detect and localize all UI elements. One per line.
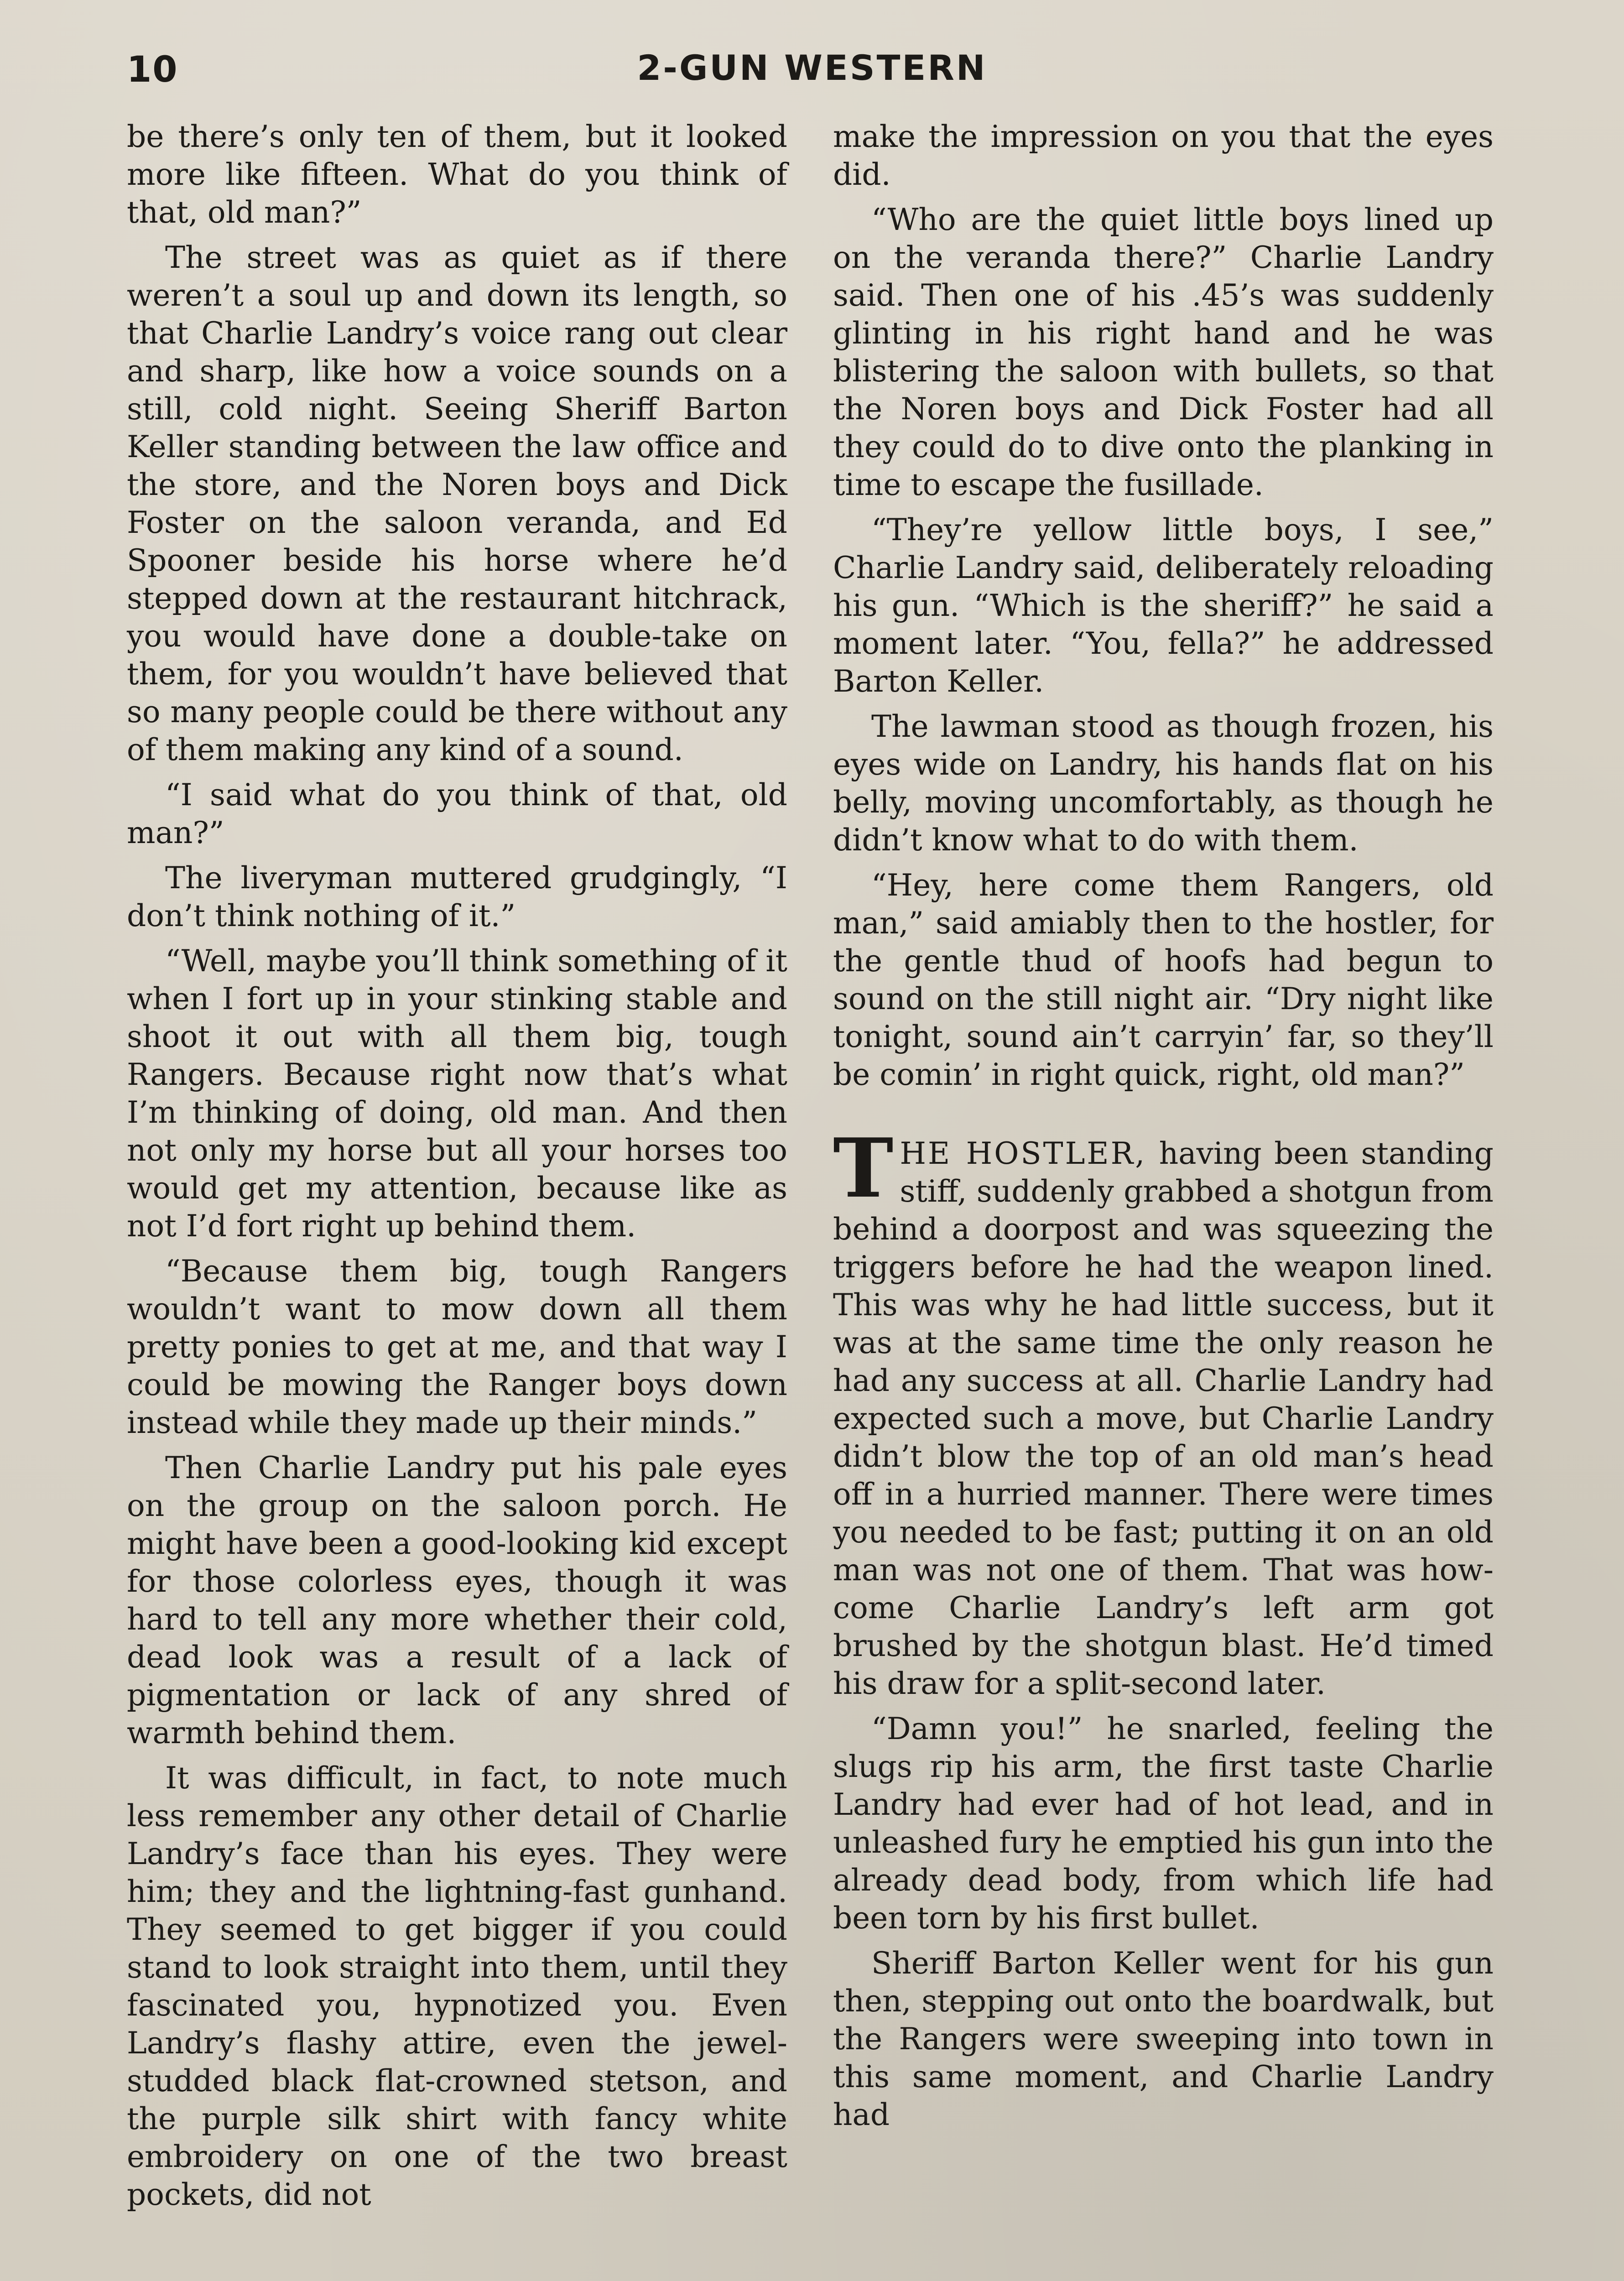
paragraph: be there’s only ten of them, but it looked more like fifteen. What do you think of that, old man?” bbox=[127, 119, 787, 230]
paragraph: “I said what do you think of that, old man?” bbox=[127, 777, 787, 850]
paragraph: Then Charlie Landry put his pale eyes on the group on the saloon porch. He might have been a good-looking kid except for those colorless eyes, though it was hard to tell any more whether their cold, dead look was a result of a lack of pigmentation or lack of any shred of warmth behind them. bbox=[127, 1450, 787, 1750]
page-number: 10 bbox=[127, 49, 178, 90]
section-lead-in: HE HOSTLER, bbox=[900, 1136, 1147, 1171]
paragraph: The lawman stood as though frozen, his eyes wide on Landry, his hands flat on his belly, moving uncomfortably, as though he didn’t know what to do with them. bbox=[833, 709, 1494, 858]
left-text-column bbox=[127, 118, 787, 2221]
drop-cap: T bbox=[833, 1120, 894, 1216]
paragraph: “They’re yellow little boys, I see,” Charlie Landry said, deliberately reloading his gun. “Which is the sheriff?” he said a moment later. “You, fella?” he addressed Barton Keller. bbox=[833, 512, 1494, 699]
paragraph: Sheriff Barton Keller went for his gun then, stepping out onto the boardwalk, but the Rangers were sweeping into town in this same moment, and Charlie Landry had bbox=[833, 1946, 1494, 2132]
paragraph: “Because them big, tough Rangers wouldn’t want to mow down all them pretty ponies to get at me, and that way I could be mowing the Ranger boys down instead while they made up their minds.” bbox=[127, 1254, 787, 1440]
running-head-title: 2-GUN WESTERN bbox=[637, 47, 987, 88]
section-body-text: having been standing stiff, suddenly grabbed a shotgun from behind a doorpost and was squeezing the triggers before he had the weapon lined. This was why he had little success, but it was at the same time the only reason he had any success at all. Charlie Landry had expected such a move, but Charlie Landry didn’t blow the top of an old man’s head off in a hurried manner. There were times you needed to be fast; putting it on an old man was not one of them. That was how-come Charlie Landry’s left arm got brushed by the shotgun blast. He’d timed his draw for a split-second later. bbox=[833, 1136, 1494, 1701]
paragraph: “Damn you!” he snarled, feeling the slugs rip his arm, the first taste Charlie Landry had ever had of hot lead, and in unleashed fury he emptied his gun into the already dead body, from which life had been torn by his first bullet. bbox=[833, 1711, 1494, 1936]
paragraph: make the impression on you that the eyes did. bbox=[833, 119, 1494, 192]
section-break-paragraph bbox=[833, 1120, 1494, 1703]
paragraph: The liveryman muttered grudgingly, “I don’t think nothing of it.” bbox=[127, 860, 787, 933]
paragraph: “Well, maybe you’ll think something of it when I fort up in your stinking stable and shoot it out with all them big, tough Rangers. Because right now that’s what I’m thinking of doing, old man. And then not only my horse but all your horses too would get my attention, because like as not I’d fort right up behind them. bbox=[127, 943, 787, 1244]
paragraph: “Who are the quiet little boys lined up on the veranda there?” Charlie Landry said. Then one of his .45’s was suddenly glinting in his right hand and he was blistering the saloon with bullets, so that the Noren boys and Dick Foster had all they could do to dive onto the planking in time to escape the fusillade. bbox=[833, 202, 1494, 502]
paragraph: The street was as quiet as if there weren’t a soul up and down its length, so that Charlie Landry’s voice rang out clear and sharp, like how a voice sounds on a still, cold night. Seeing Sheriff Barton Keller standing between the law office and the store, and the Noren boys and Dick Foster on the saloon veranda, and Ed Spooner beside his horse where he’d stepped down at the restaurant hitchrack, you would have done a double-take on them, for you wouldn’t have believed that so many people could be there without any of them making any kind of a sound. bbox=[127, 240, 787, 767]
paragraph: It was difficult, in fact, to note much less remember any other detail of Charlie Landry’s face than his eyes. They were him; they and the lightning-fast gunhand. They seemed to get bigger if you could stand to look straight into them, until they fascinated you, hypnotized you. Even Landry’s flashy attire, even the jewel-studded black flat-crowned stetson, and the purple silk shirt with fancy white embroidery on one of the two breast pockets, did not bbox=[127, 1760, 787, 2212]
paragraph: “Hey, here come them Rangers, old man,” said amiably then to the hostler, for the gentle thud of hoofs had begun to sound on the still night air. “Dry night like tonight, sound ain’t carryin’ far, so they’ll be comin’ in right quick, right, old man?” bbox=[833, 868, 1494, 1092]
right-text-column bbox=[833, 118, 1494, 2141]
